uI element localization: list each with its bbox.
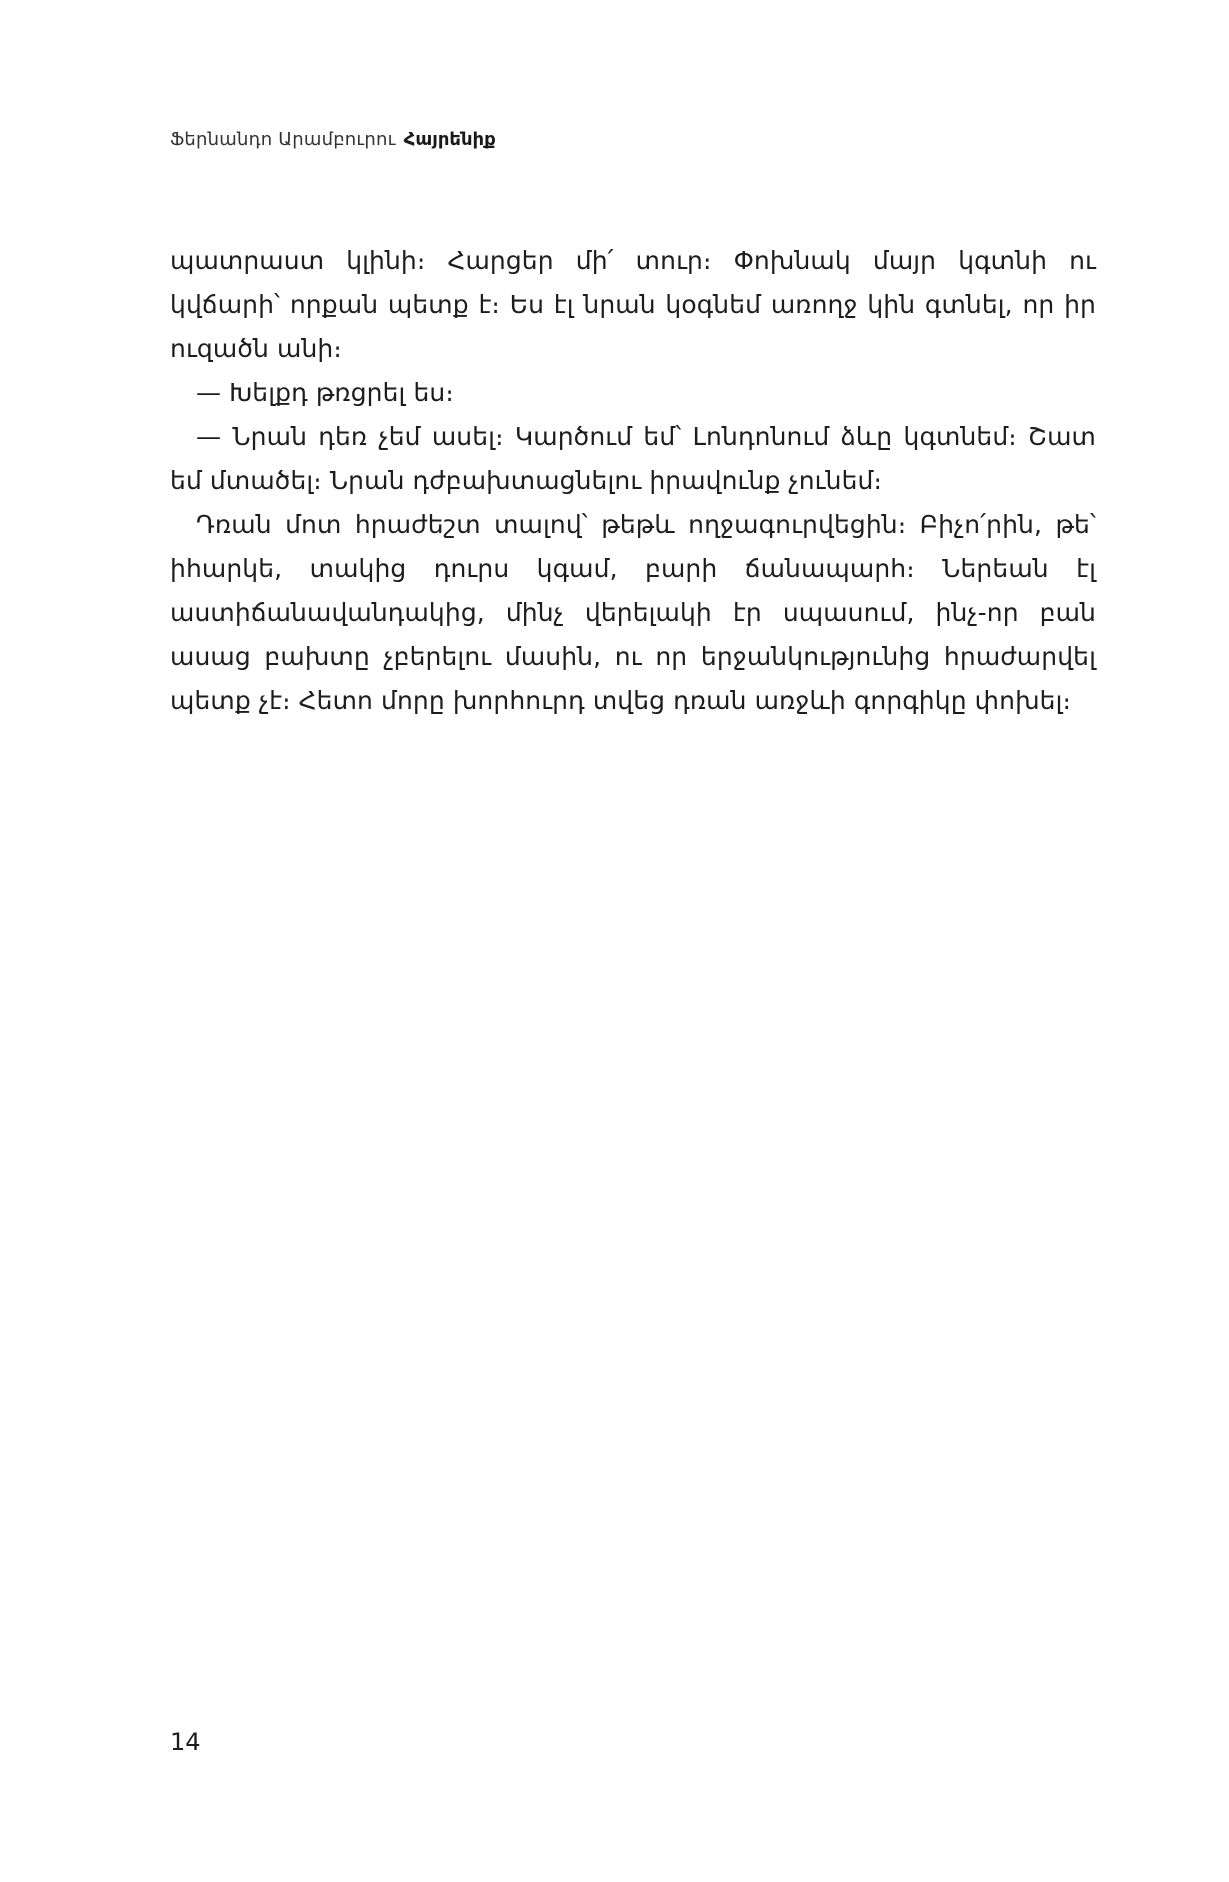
paragraph-4: Դռան մոտ հրաժեշտ տալով՝ թեթև ողջագուրվեցին։ Բիչո՛րին, թե՝ իհարկե, տակից դուրս կգամ, բարի ճանապարհ։ Ներեան էլ աստիճանավանդակից, մինչ վերելակի էր սպասում, ինչ-որ բան ասաց բախտը չբերելու մասին, ու որ երջանկությունից հրաժարվել պետք չէ։ Հետո մորը խորհուրդ տվեց դռան առջևի գորգիկը փոխել։ — [170, 510, 1096, 715]
paragraph-1: պատրաստ կլինի։ Հարցեր մի՛ տուր։ Փոխնակ մայր կգտնի ու կվճարի՝ որքան պետք է։ Ես էլ նրան կօգնեմ առողջ կին գտնել, որ իր ուզածն անի։ — [170, 246, 1096, 363]
paragraph-3: — Նրան դեռ չեմ ասել։ Կարծում եմ՝ Լոնդոնում ձևը կգտնեմ։ Շատ եմ մտածել։ Նրան դժբախտացնելու իրավունք չունեմ։ — [170, 422, 1096, 495]
header-book-title: Հայրենիք — [403, 129, 496, 150]
running-header — [170, 128, 496, 152]
body-text — [170, 239, 1096, 723]
header-author: Ֆերնանդո Արամբուրու — [170, 129, 396, 150]
paragraph-2: — Խելքդ թռցրել ես։ — [196, 378, 454, 407]
page-number: 14 — [170, 1728, 201, 1756]
